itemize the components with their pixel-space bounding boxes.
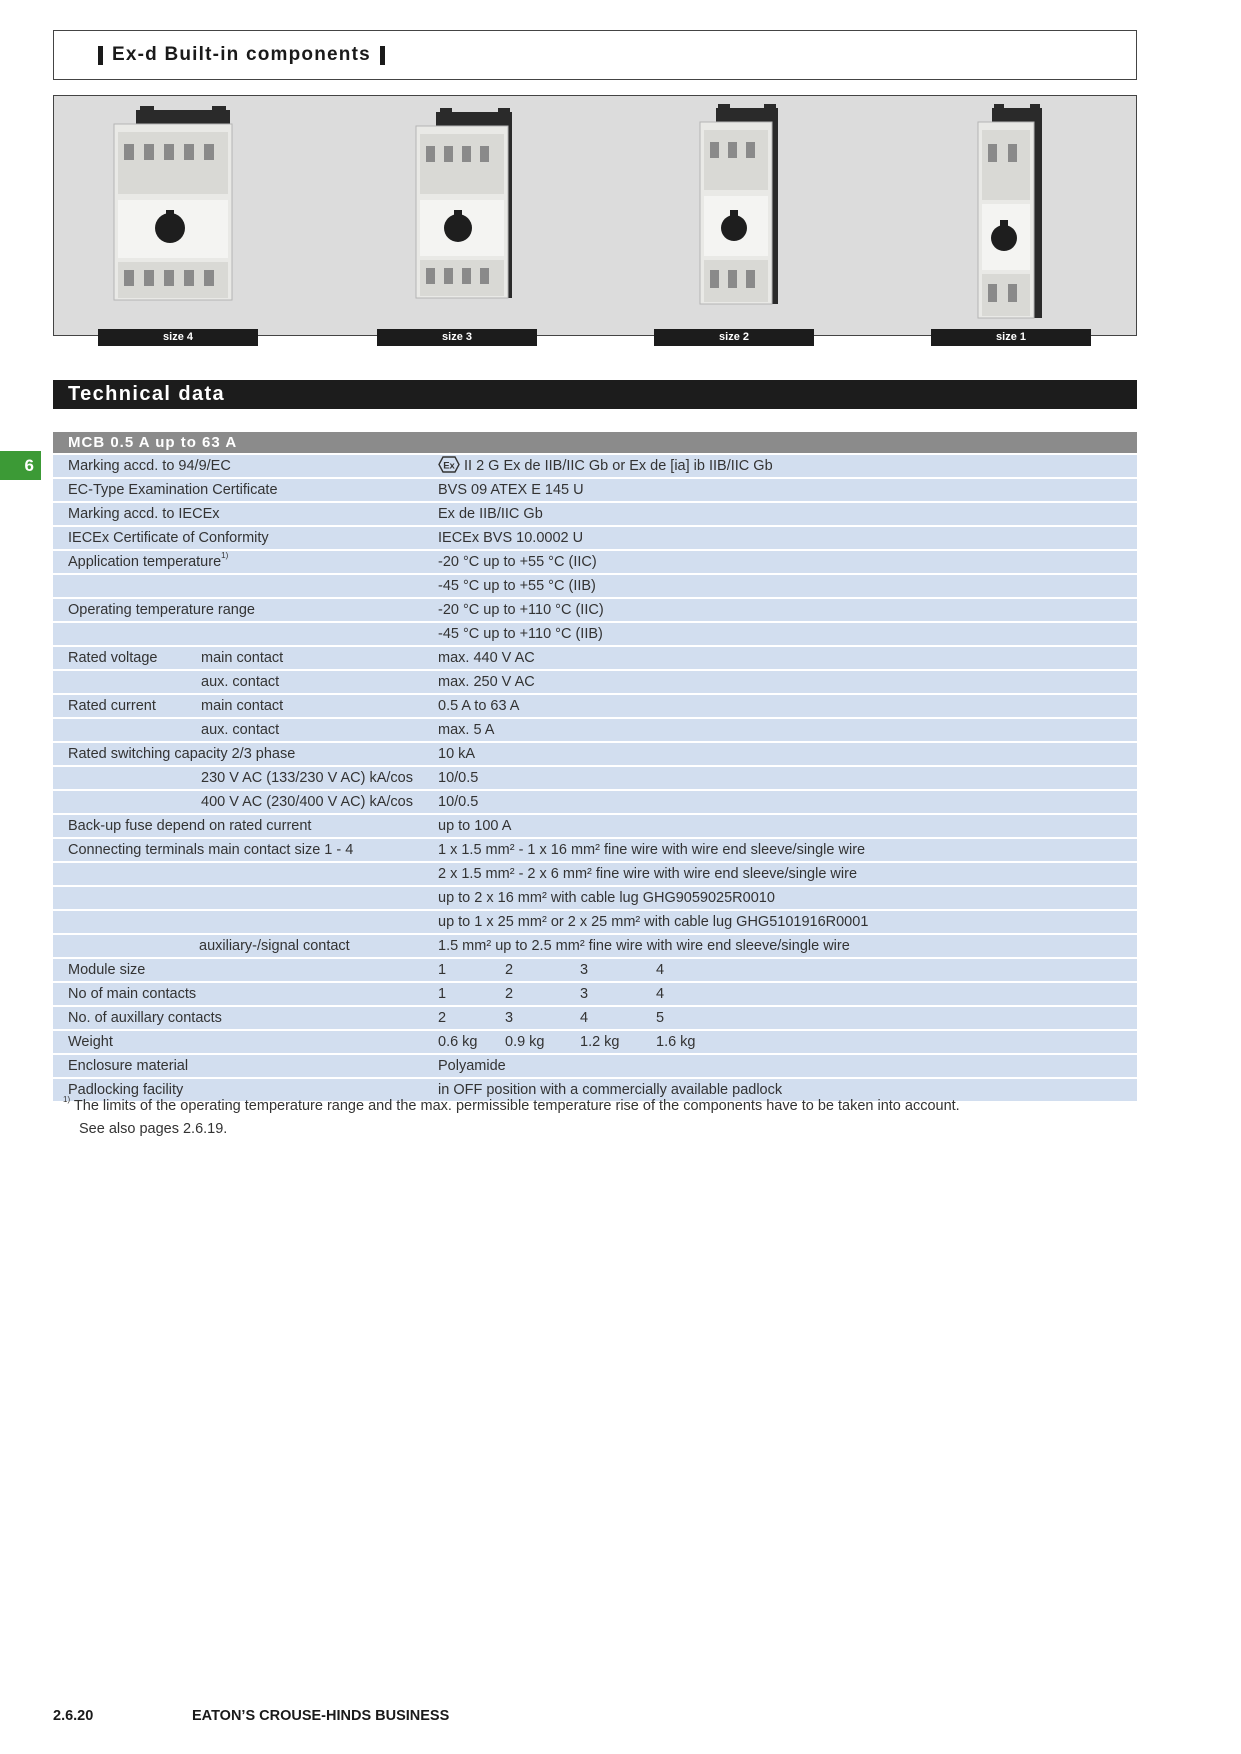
size-2-value: 0.9 kg [505, 1034, 545, 1050]
header-bar-left [98, 46, 103, 65]
row-sublabel: main contact [201, 650, 284, 666]
table-row [53, 765, 1137, 789]
table-row [53, 933, 1137, 957]
row-value: -45 °C up to +55 °C (IIB) [438, 578, 596, 594]
size-1-value: 1 [438, 986, 447, 1002]
row-value: -20 °C up to +110 °C (IIC) [438, 602, 604, 618]
row-value: BVS 09 ATEX E 145 U [438, 482, 584, 498]
footnote [63, 1095, 1123, 1141]
row-value: -20 °C up to +55 °C (IIC) [438, 554, 597, 570]
row-sublabel: 400 V AC (230/400 V AC) kA/cos [201, 794, 413, 810]
section-header-box [53, 30, 1137, 80]
size-1-value: 2 [438, 1010, 447, 1026]
size-2-value: 2 [505, 962, 514, 978]
ex-hexagon-icon [438, 456, 460, 473]
row-value: in OFF position with a commercially available padlock [438, 1082, 783, 1098]
table-row [53, 525, 1137, 549]
table-row [53, 621, 1137, 645]
table-row [53, 549, 1137, 573]
size-1-label: size 1 [931, 329, 1091, 346]
row-value: 0.5 A to 63 A [438, 698, 520, 714]
row-value: IECEx BVS 10.0002 U [438, 530, 584, 546]
size-3-value: 4 [580, 1010, 589, 1026]
row-sublabel: aux. contact [201, 722, 280, 738]
row-label: Weight [68, 1034, 113, 1050]
row-value: 10/0.5 [438, 794, 479, 810]
table-row [53, 717, 1137, 741]
row-sublabel: main contact [201, 698, 284, 714]
device-size-1-image [974, 104, 1050, 322]
row-sublabel: 230 V AC (133/230 V AC) kA/cos [201, 770, 413, 786]
row-value: Ex de IIB/IIC Gb [438, 506, 543, 522]
table-row [53, 957, 1137, 981]
size-3-value: 3 [580, 986, 589, 1002]
device-size-3-image [412, 108, 522, 302]
size-3-value: 3 [580, 962, 589, 978]
app-temp-label: Application temperature [68, 554, 222, 570]
footnote-marker: 1) [63, 1095, 71, 1104]
row-label: Back-up fuse depend on rated current [68, 818, 312, 834]
row-value: up to 1 x 25 mm² or 2 x 25 mm² with cable lug GHG5101916R0001 [438, 914, 869, 930]
technical-data-table [53, 432, 1137, 1101]
size-2-label: size 2 [654, 329, 814, 346]
table-row [53, 813, 1137, 837]
table-row [53, 477, 1137, 501]
table-row [53, 1005, 1137, 1029]
size-2-value: 3 [505, 1010, 514, 1026]
row-value: 1 x 1.5 mm² - 1 x 16 mm² fine wire with wire end sleeve/single wire [438, 842, 866, 858]
table-row [53, 861, 1137, 885]
row-value: -45 °C up to +110 °C (IIB) [438, 626, 603, 642]
row-value: 2 x 1.5 mm² - 2 x 6 mm² fine wire with wire end sleeve/single wire [438, 866, 858, 882]
row-label [68, 551, 228, 573]
section-header [98, 44, 385, 66]
row-label: Marking accd. to IECEx [68, 506, 220, 522]
table-row [53, 741, 1137, 765]
row-value: max. 5 A [438, 722, 495, 738]
device-size-2-image [696, 104, 786, 308]
row-label: No. of auxillary contacts [68, 1010, 222, 1026]
technical-data-heading: Technical data [53, 380, 1137, 409]
row-label: Module size [68, 962, 146, 978]
table-row [53, 909, 1137, 933]
size-4-value: 5 [656, 1010, 665, 1026]
table-row [53, 981, 1137, 1005]
row-label: Connecting terminals main contact size 1 - 4 [68, 842, 354, 858]
row-label: Enclosure material [68, 1058, 189, 1074]
row-value: 1.5 mm² up to 2.5 mm² fine wire with wire end sleeve/single wire [438, 938, 850, 954]
size-1-value: 1 [438, 962, 447, 978]
row-label: Rated current [68, 698, 156, 714]
header-bar-right [380, 46, 385, 65]
size-2-value: 2 [505, 986, 514, 1002]
row-value: up to 100 A [438, 818, 512, 834]
row-value: up to 2 x 16 mm² with cable lug GHG9059025R0010 [438, 890, 775, 906]
footnote-line-2: See also pages 2.6.19. [79, 1121, 228, 1137]
svg-text:Ex: Ex [443, 460, 455, 472]
table-row [53, 693, 1137, 717]
size-4-value: 1.6 kg [656, 1034, 696, 1050]
row-value: Polyamide [438, 1058, 506, 1074]
marking-atex-value: II 2 G Ex de IIB/IIC Gb or Ex de [ia] ib IIB/IIC Gb [464, 458, 773, 474]
footnote-marker: 1) [221, 551, 229, 560]
row-value: max. 250 V AC [438, 674, 535, 690]
size-1-value: 0.6 kg [438, 1034, 478, 1050]
row-label: Rated voltage [68, 650, 158, 666]
row-sublabel: auxiliary-/signal contact [199, 938, 350, 954]
size-3-value: 1.2 kg [580, 1034, 620, 1050]
row-label: IECEx Certificate of Conformity [68, 530, 269, 546]
table-row [53, 597, 1137, 621]
table-row [53, 885, 1137, 909]
table-row [53, 501, 1137, 525]
size-3-label: size 3 [377, 329, 537, 346]
table-row [53, 789, 1137, 813]
table-row [53, 453, 1137, 477]
table-row [53, 837, 1137, 861]
footnote-text: The limits of the operating temperature range and the max. permissible temperature rise of the components have to be taken into account. [73, 1098, 960, 1114]
device-size-4-image [108, 106, 248, 302]
row-label: No of main contacts [68, 986, 197, 1002]
size-4-value: 4 [656, 986, 665, 1002]
row-label: EC-Type Examination Certificate [68, 482, 278, 498]
row-value: 10/0.5 [438, 770, 479, 786]
table-row [53, 573, 1137, 597]
row-value: max. 440 V AC [438, 650, 535, 666]
size-4-label: size 4 [98, 329, 258, 346]
row-value: 10 kA [438, 746, 476, 762]
row-sublabel: aux. contact [201, 674, 280, 690]
table-row [53, 645, 1137, 669]
page-number: 2.6.20 [53, 1708, 94, 1724]
table-row [53, 1029, 1137, 1053]
footnote-line-1 [63, 1095, 1123, 1118]
row-label: Rated switching capacity 2/3 phase [68, 746, 296, 762]
row-label: Marking accd. to 94/9/EC [68, 458, 231, 474]
section-header-title: Ex-d Built-in components [112, 44, 371, 65]
size-4-value: 4 [656, 962, 665, 978]
table-row [53, 669, 1137, 693]
row-value [438, 455, 773, 477]
company-name: EATON’S CROUSE-HINDS BUSINESS [192, 1708, 450, 1724]
row-label: Operating temperature range [68, 602, 255, 618]
table-row [53, 1053, 1137, 1077]
row-label: Padlocking facility [68, 1082, 184, 1098]
table-header: MCB 0.5 A up to 63 A [53, 432, 1137, 453]
chapter-tab: 6 [0, 451, 41, 480]
